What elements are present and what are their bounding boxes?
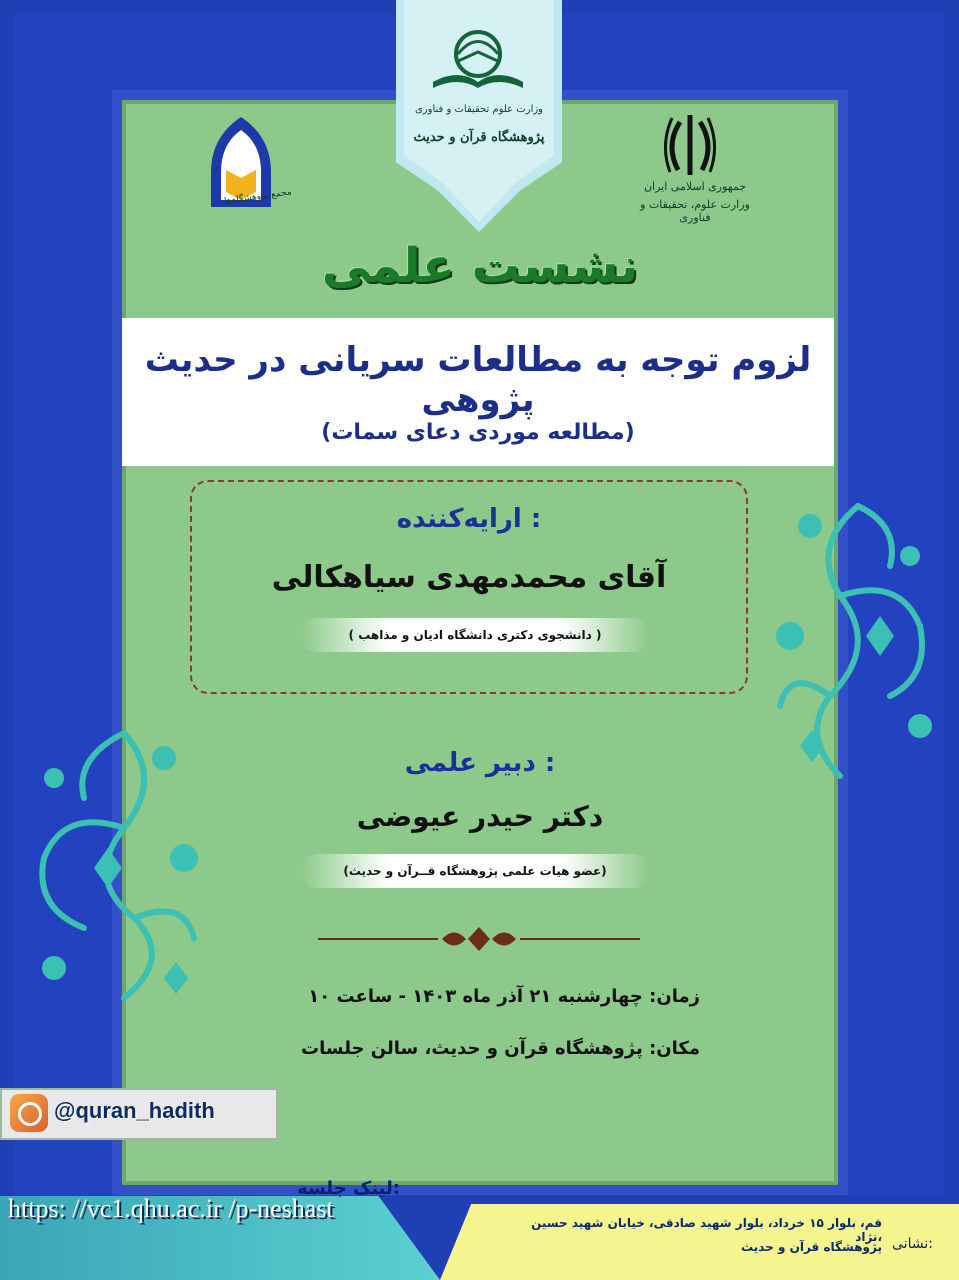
right-logo-line1: جمهوری اسلامی ایران	[643, 180, 747, 193]
event-subtitle: (مطالعه موردی دعای سمات)	[321, 420, 635, 445]
left-logo-caption: مجمع پژوهشگاه‌ها	[223, 187, 293, 207]
badge-institute-text: پژوهشگاه قرآن و حدیث	[413, 130, 545, 145]
event-heading: نشست علمی	[321, 238, 639, 294]
presenter-role: ( دانشجوی دکتری دانشگاه ادیان و مذاهب )	[348, 628, 602, 642]
right-logo-line2: وزارت علوم، تحقیقات و فناوری	[640, 198, 750, 224]
badge-ministry-text: وزارت علوم تحقیقات و فناوری	[414, 104, 544, 115]
meeting-link-label: لینک جلسه:	[297, 1178, 400, 1199]
presenter-label: ارایه‌کننده :	[396, 504, 542, 534]
secretary-role: (عضو هیات علمی پژوهشگاه قــرآن و حدیث)	[343, 864, 607, 878]
event-time: زمان: چهارشنبه ۲۱ آذر ماه ۱۴۰۳ - ساعت ۱۰	[308, 986, 700, 1007]
presenter-role-pill	[300, 618, 650, 652]
address-line1: قم، بلوار ۱۵ خرداد، بلوار شهید صادقی، خیابان شهید حسین نژاد،	[531, 1216, 882, 1244]
secretary-role-pill	[300, 854, 650, 888]
iran-emblem-icon	[660, 110, 720, 180]
eitaa-icon	[10, 1094, 48, 1132]
address-label: نشانی:	[892, 1236, 933, 1252]
event-title: لزوم توجه به مطالعات سریانی در حدیث پژوهی	[144, 340, 812, 420]
secretary-label: دبیر علمی :	[404, 748, 556, 778]
ornament-right-icon	[770, 486, 946, 786]
meeting-link-url[interactable]: https: //vc1.qhu.ac.ir /p-neshast	[8, 1194, 334, 1223]
presenter-name: آقای محمدمهدی سیاهکالی	[271, 560, 667, 595]
decorative-divider-icon	[318, 924, 640, 954]
address-line2: پژوهشگاه قرآن و حدیث	[741, 1240, 882, 1254]
social-handle[interactable]: @quran_hadith	[54, 1098, 215, 1123]
event-place: مکان: پژوهشگاه قرآن و حدیث، سالن جلسات	[301, 1038, 700, 1059]
secretary-name: دکتر حیدر عیوضی	[356, 800, 604, 833]
institute-logo-icon	[428, 24, 528, 94]
